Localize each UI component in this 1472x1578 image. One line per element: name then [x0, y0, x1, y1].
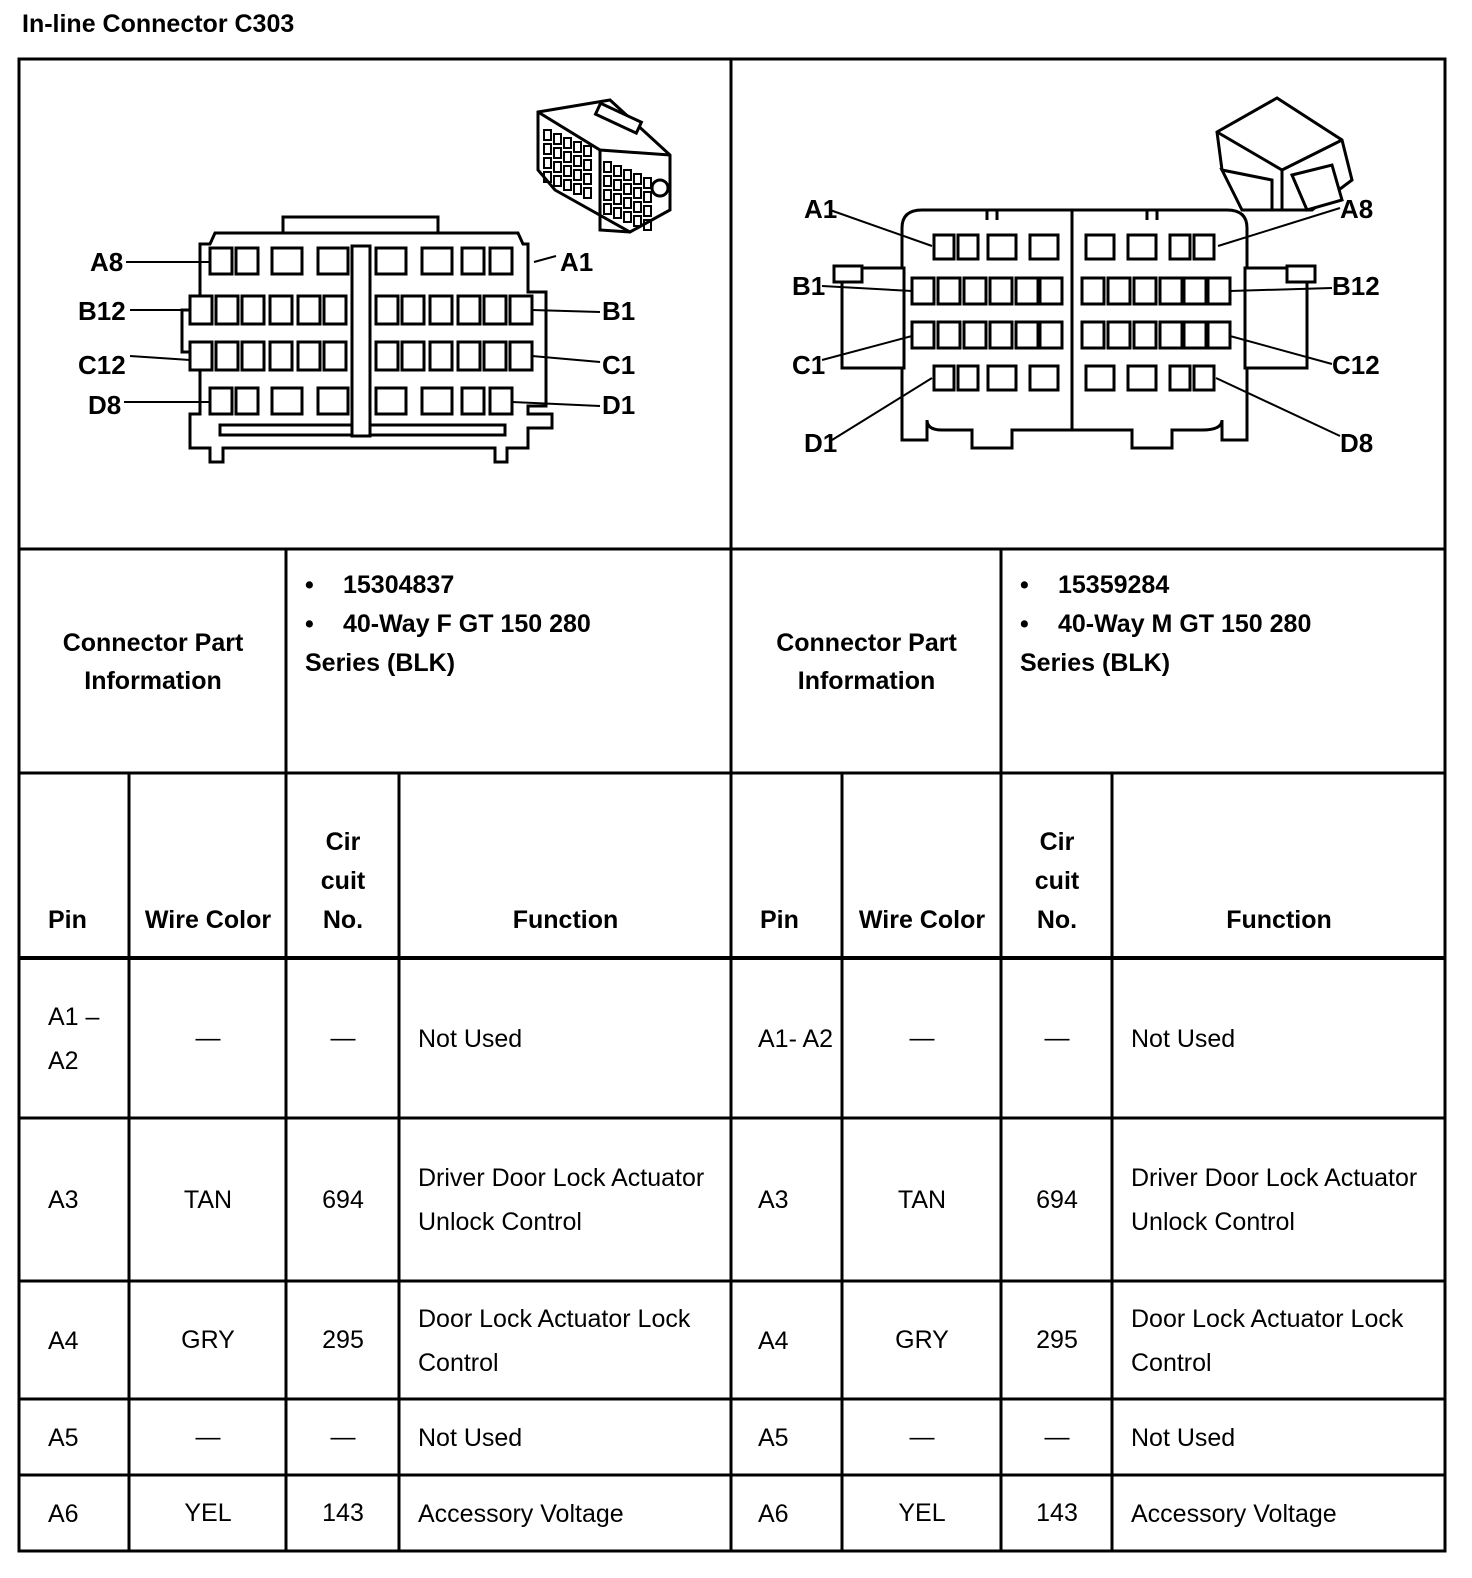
cell-wire: —	[909, 1024, 935, 1052]
part-series: Series (BLK)	[1020, 649, 1171, 677]
label-d8: D8	[88, 390, 122, 420]
cell-function: Accessory Voltage	[1131, 1499, 1337, 1528]
cell-pin: A1- A2	[758, 1024, 834, 1053]
pin-cavity	[938, 278, 960, 304]
label-d1: D1	[602, 390, 636, 420]
pin-cavity	[1170, 366, 1190, 390]
cell-pin: A4	[758, 1326, 789, 1355]
pin-cavity	[510, 296, 532, 324]
pin-cavity	[190, 342, 212, 370]
part-series: Series (BLK)	[305, 649, 456, 677]
part-info-right: • 15359284 • 40-Way M GT 150 280 Series (BLK)	[1002, 550, 1445, 773]
pin-cavity	[1170, 235, 1190, 259]
part-info-label-right: Connector Part Information	[776, 628, 957, 695]
cell-pin: A5	[758, 1423, 789, 1452]
cell-function: Not Used	[418, 1024, 523, 1053]
header-circuit: Cir cuit No.	[320, 828, 366, 934]
pin-cavity	[1016, 278, 1038, 304]
pin-cavity	[458, 342, 480, 370]
label-b12: B12	[78, 296, 126, 326]
cell-function: Not Used	[1131, 1423, 1236, 1452]
pin-cavity	[236, 388, 258, 414]
header-function: Function	[1226, 906, 1332, 934]
label-c12: C12	[1332, 350, 1380, 380]
label-a8: A8	[90, 247, 124, 277]
cell-wire: GRY	[181, 1326, 235, 1354]
pin-cavity	[298, 296, 320, 324]
connector-diagram-female	[20, 60, 730, 548]
pin-cavity	[1108, 278, 1130, 304]
pin-cavity	[988, 235, 1016, 259]
pin-cavity	[430, 342, 452, 370]
pin-cavity	[934, 235, 954, 259]
pin-cavity	[1040, 322, 1062, 348]
pin-cavity	[1030, 366, 1058, 390]
cell-circuit: 143	[1036, 1499, 1078, 1527]
pin-cavity	[462, 388, 484, 414]
cell-circuit: —	[330, 1024, 356, 1052]
label-c12: C12	[78, 350, 126, 380]
part-info-left: • 15304837 • 40-Way F GT 150 280 Series (BLK)	[287, 550, 730, 773]
label-a1: A1	[560, 247, 594, 277]
page-title: In-line Connector C303	[22, 10, 295, 38]
pin-cavity	[402, 342, 424, 370]
pin-cavity	[462, 248, 484, 274]
cell-function: Not Used	[418, 1423, 523, 1452]
pin-cavity	[988, 366, 1016, 390]
cell-wire: YEL	[898, 1499, 946, 1527]
label-b1: B1	[602, 296, 636, 326]
cell-circuit: 295	[1036, 1326, 1078, 1354]
cell-pin: A6	[48, 1499, 79, 1528]
pin-cavity	[490, 248, 512, 274]
pin-cavity	[1108, 322, 1130, 348]
cell-wire: YEL	[184, 1499, 232, 1527]
pin-cavity	[1128, 366, 1156, 390]
pin-cavity	[938, 322, 960, 348]
cell-function: Driver Door Lock Actuator Unlock Control	[1131, 1164, 1418, 1236]
cell-pin: A6	[758, 1499, 789, 1528]
pin-cavity	[210, 248, 232, 274]
header-pin: Pin	[48, 906, 87, 934]
pin-cavity	[1160, 322, 1182, 348]
cell-pin: A5	[48, 1423, 79, 1452]
pin-cavity	[272, 248, 302, 274]
label-a8: A8	[1340, 194, 1374, 224]
pin-cavity	[190, 296, 212, 324]
pin-cavity	[1208, 278, 1230, 304]
pin-cavity	[1016, 322, 1038, 348]
pin-cavity	[376, 388, 406, 414]
pin-cavity	[964, 322, 986, 348]
label-c1: C1	[792, 350, 826, 380]
pin-cavity	[484, 342, 506, 370]
pin-cavity	[1134, 278, 1156, 304]
pin-cavity	[964, 278, 986, 304]
leader-line	[130, 356, 190, 360]
pin-cavity	[1082, 322, 1104, 348]
part-type: 40-Way M GT 150 280	[1058, 610, 1312, 638]
cell-circuit: —	[1044, 1024, 1070, 1052]
cell-pin: A3	[48, 1186, 79, 1214]
part-info-label-left: Connector Part Information	[62, 628, 244, 695]
pin-cavity	[270, 296, 292, 324]
header-function: Function	[512, 906, 619, 934]
pin-cavity	[376, 296, 398, 324]
header-wire-color: Wire Color	[144, 906, 272, 934]
pin-cavity	[1184, 322, 1206, 348]
pin-cavity	[490, 388, 512, 414]
part-number: 15359284	[1058, 571, 1170, 599]
pin-cavity	[376, 342, 398, 370]
pin-cavity	[990, 278, 1012, 304]
pin-cavity	[912, 278, 934, 304]
header-circuit: Cir cuit No.	[1034, 828, 1080, 934]
pin-cavity	[402, 296, 424, 324]
cell-function: Door Lock Actuator Lock Control	[418, 1304, 691, 1377]
part-type: 40-Way F GT 150 280	[343, 610, 591, 638]
pin-cavity	[510, 342, 532, 370]
pin-cavity	[324, 296, 346, 324]
cell-circuit: 295	[322, 1326, 364, 1354]
pin-cavity	[210, 388, 232, 414]
pin-cavity	[1030, 235, 1058, 259]
cell-wire: —	[195, 1024, 221, 1052]
cell-function: Not Used	[1131, 1024, 1236, 1053]
pin-cavity	[270, 342, 292, 370]
pin-cavity	[990, 322, 1012, 348]
pin-cavity	[422, 388, 452, 414]
pin-cavity	[458, 296, 480, 324]
pin-cavity	[324, 342, 346, 370]
cell-wire: —	[195, 1423, 221, 1451]
pin-cavity	[958, 235, 978, 259]
pin-cavity	[242, 342, 264, 370]
pin-cavity	[216, 296, 238, 324]
header-pin: Pin	[760, 906, 799, 934]
header-wire-color: Wire Color	[858, 906, 986, 934]
cell-pin: A1 –A2	[48, 1002, 100, 1075]
pin-cavity	[912, 322, 934, 348]
pin-cavity	[1184, 278, 1206, 304]
cell-circuit: —	[1044, 1423, 1070, 1451]
pin-cavity	[1086, 366, 1114, 390]
pin-cavity	[298, 342, 320, 370]
cell-pin: A3	[758, 1186, 789, 1214]
cell-wire: —	[909, 1423, 935, 1451]
pin-cavity	[484, 296, 506, 324]
pin-cavity	[934, 366, 954, 390]
pin-cavity	[1040, 278, 1062, 304]
cell-function: Door Lock Actuator Lock Control	[1131, 1304, 1404, 1377]
pin-cavity	[1128, 235, 1156, 259]
part-number: 15304837	[343, 571, 455, 599]
pin-cavity	[1086, 235, 1114, 259]
cell-circuit: 694	[1036, 1185, 1078, 1214]
cell-circuit: —	[330, 1423, 356, 1451]
pin-cavity	[1194, 366, 1214, 390]
pin-cavity	[318, 248, 348, 274]
label-b1: B1	[792, 271, 826, 301]
connector-thumbnail-female	[538, 100, 670, 232]
cell-function: Accessory Voltage	[418, 1499, 624, 1528]
label-d8: D8	[1340, 428, 1374, 458]
pin-cavity	[1194, 235, 1214, 259]
pin-cavity	[1160, 278, 1182, 304]
pin-cavity	[1208, 322, 1230, 348]
cell-circuit: 694	[322, 1185, 364, 1214]
cell-wire: GRY	[895, 1326, 949, 1354]
connector-diagram-male	[732, 60, 1444, 548]
pin-cavity	[318, 388, 348, 414]
pin-cavity	[958, 366, 978, 390]
cell-wire: TAN	[183, 1185, 233, 1214]
label-b12: B12	[1332, 271, 1380, 301]
pin-cavity	[376, 248, 406, 274]
label-c1: C1	[602, 350, 636, 380]
cell-circuit: 143	[322, 1499, 364, 1527]
pin-cavity	[216, 342, 238, 370]
pin-cavity	[1082, 278, 1104, 304]
cell-function: Driver Door Lock Actuator Unlock Control	[418, 1164, 705, 1236]
pin-cavity	[1134, 322, 1156, 348]
pin-cavity	[236, 248, 258, 274]
leader-line	[534, 256, 556, 262]
cell-pin: A4	[48, 1326, 79, 1355]
pin-cavity	[422, 248, 452, 274]
pin-cavity	[242, 296, 264, 324]
label-a1: A1	[804, 194, 838, 224]
connector-thumbnail-male	[1217, 98, 1352, 210]
pin-cavity	[430, 296, 452, 324]
pin-cavity	[272, 388, 302, 414]
label-d1: D1	[804, 428, 838, 458]
cell-wire: TAN	[897, 1185, 947, 1214]
